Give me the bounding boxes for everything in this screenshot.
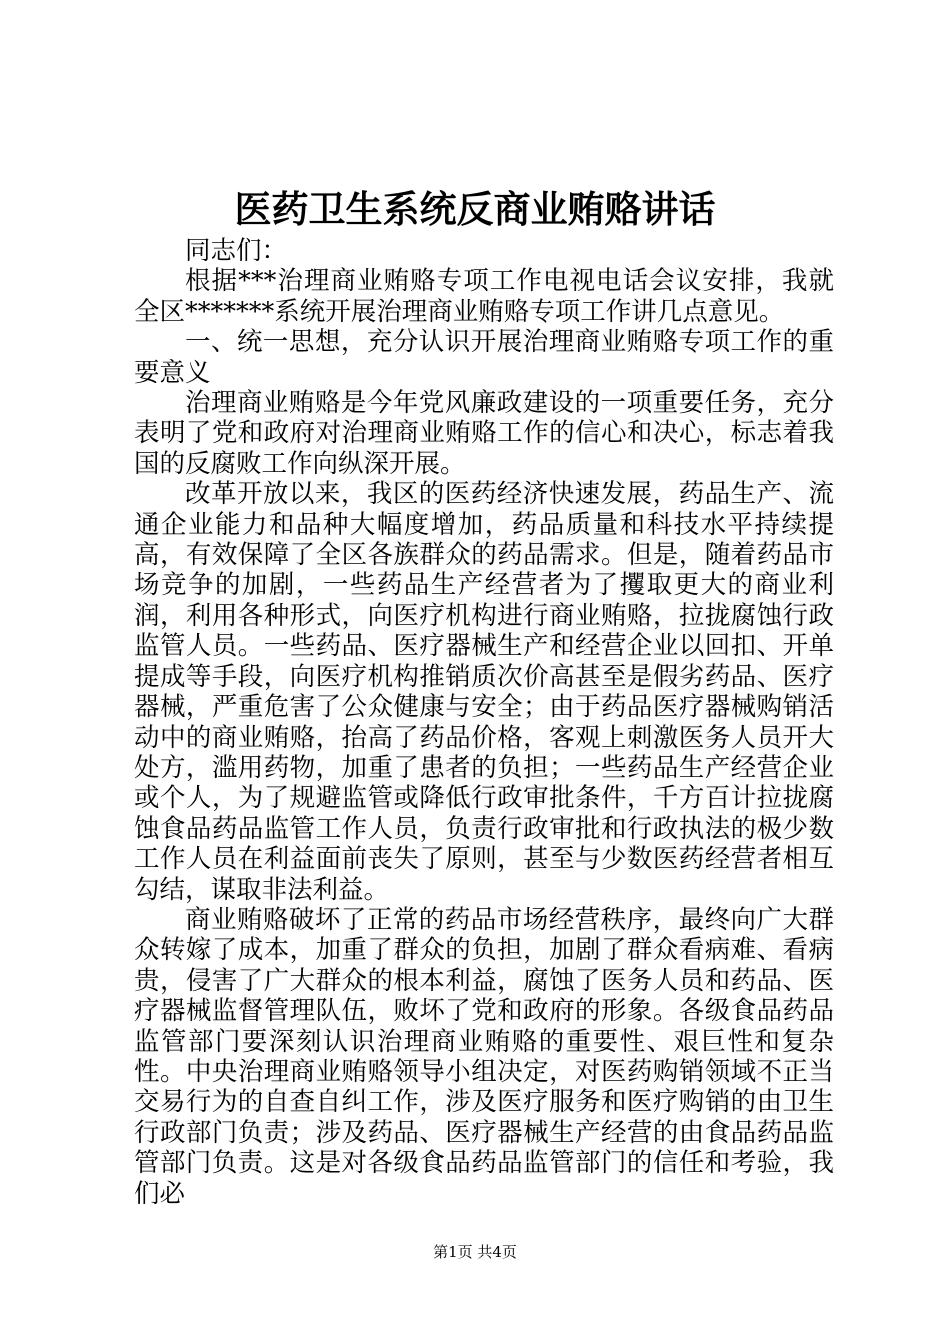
body-paragraph: 改革开放以来，我区的医药经济快速发展，药品生产、流通企业能力和品种大幅度增加，药品质量和科技水平持续提高，有效保障了全区各族群众的药品需求。但是，随着药品市场竞争的加剧，一些药品生产经营者为了攫取更大的商业利润，利用各种形式，向医疗机构进行商业贿赂，拉拢腐蚀行政监管人员。一些药品、医疗器械生产和经营企业以回扣、开单提成等手段，向医疗机构推销质次价高甚至是假劣药品、医疗器械，严重危害了公众健康与安全；由于药品医疗器械购销活动中的商业贿赂，抬高了药品价格，客观上刺激医务人员开大处方，滥用药物，加重了患者的负担；一些药品生产经营企业或个人，为了规避监管或降低行政审批条件，千方百计拉拢腐蚀食品药品监管工作人员，负责行政审批和行政执法的极少数工作人员在利益面前丧失了原则，甚至与少数医药经营者相互勾结，谋取非法利益。 (134, 479, 834, 905)
body-paragraph: 商业贿赂破坏了正常的药品市场经营秩序，最终向广大群众转嫁了成本，加重了群众的负担，加剧了群众看病难、看病贵，侵害了广大群众的根本利益，腐蚀了医务人员和药品、医疗器械监督管理队伍，败坏了党和政府的形象。各级食品药品监管部门要深刻认识治理商业贿赂的重要性、艰巨性和复杂性。中央治理商业贿赂领导小组决定，对医药购销领域不正当交易行为的自查自纠工作，涉及医疗服务和医疗购销的由卫生行政部门负责；涉及药品、医疗器械生产经营的由食品药品监管部门负责。这是对各级食品药品监管部门的信任和考验，我们必 (134, 904, 834, 1209)
body-paragraph: 根据***治理商业贿赂专项工作电视电话会议安排，我就全区*******系统开展治理商业贿赂专项工作讲几点意见。 (134, 266, 834, 327)
document-body (134, 236, 834, 1209)
document-title: 医药卫生系统反商业贿赂讲话 (234, 187, 716, 231)
body-paragraph: 治理商业贿赂是今年党风廉政建设的一项重要任务，充分表明了党和政府对治理商业贿赂工作的信心和决心，标志着我国的反腐败工作向纵深开展。 (134, 388, 834, 479)
page-footer: 第1页 共4页 (433, 1243, 517, 1261)
section-heading-paragraph: 一、统一思想，充分认识开展治理商业贿赂专项工作的重要意义 (134, 327, 834, 388)
salutation-paragraph: 同志们： (185, 236, 288, 266)
